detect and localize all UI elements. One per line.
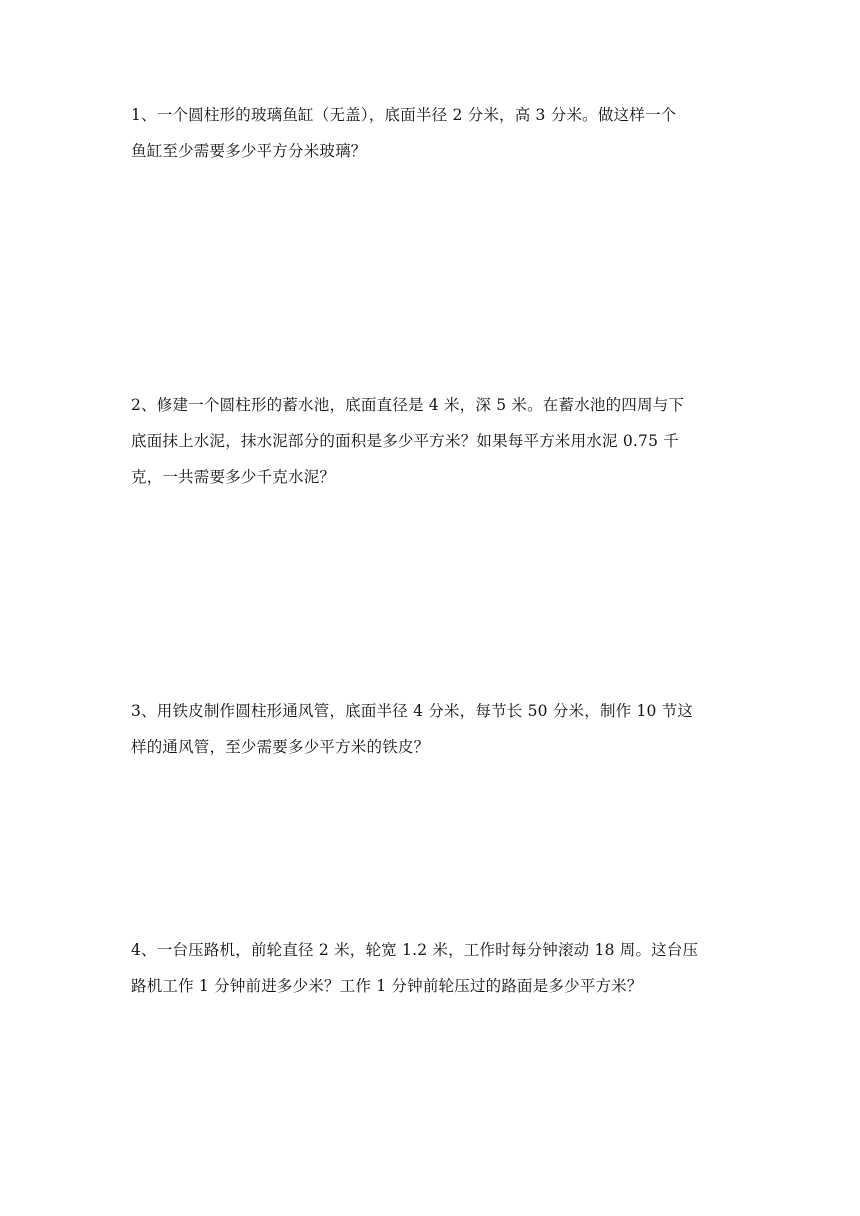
problem-4-line-2: 路机工作 1 分钟前进多少米？工作 1 分钟前轮压过的路面是多少平方米？ xyxy=(131,977,643,995)
problem-3-line-1: 3、用铁皮制作圆柱形通风管，底面半径 4 分米，每节长 50 分米，制作 10 节这 xyxy=(131,702,694,720)
problem-4 xyxy=(131,932,731,1004)
problem-2-line-1: 2、修建一个圆柱形的蓄水池，底面直径是 4 米，深 5 米。在蓄水池的四周与下 xyxy=(131,396,685,414)
problem-2 xyxy=(131,387,731,495)
problem-1-line-2: 鱼缸至少需要多少平方分米玻璃？ xyxy=(131,142,367,160)
problem-1 xyxy=(131,97,731,169)
problem-2-line-3: 克，一共需要多少千克水泥？ xyxy=(131,468,336,486)
problem-2-line-2: 底面抹上水泥，抹水泥部分的面积是多少平方米？如果每平方米用水泥 0.75 千 xyxy=(131,432,679,450)
problem-1-line-1: 1、一个圆柱形的玻璃鱼缸（无盖），底面半径 2 分米，高 3 分米。做这样一个 xyxy=(131,106,677,124)
problem-4-line-1: 4、一台压路机，前轮直径 2 米，轮宽 1.2 米，工作时每分钟滚动 18 周。这台压 xyxy=(131,941,699,959)
problem-3-line-2: 样的通风管，至少需要多少平方米的铁皮？ xyxy=(131,738,430,756)
problem-3 xyxy=(131,693,731,765)
